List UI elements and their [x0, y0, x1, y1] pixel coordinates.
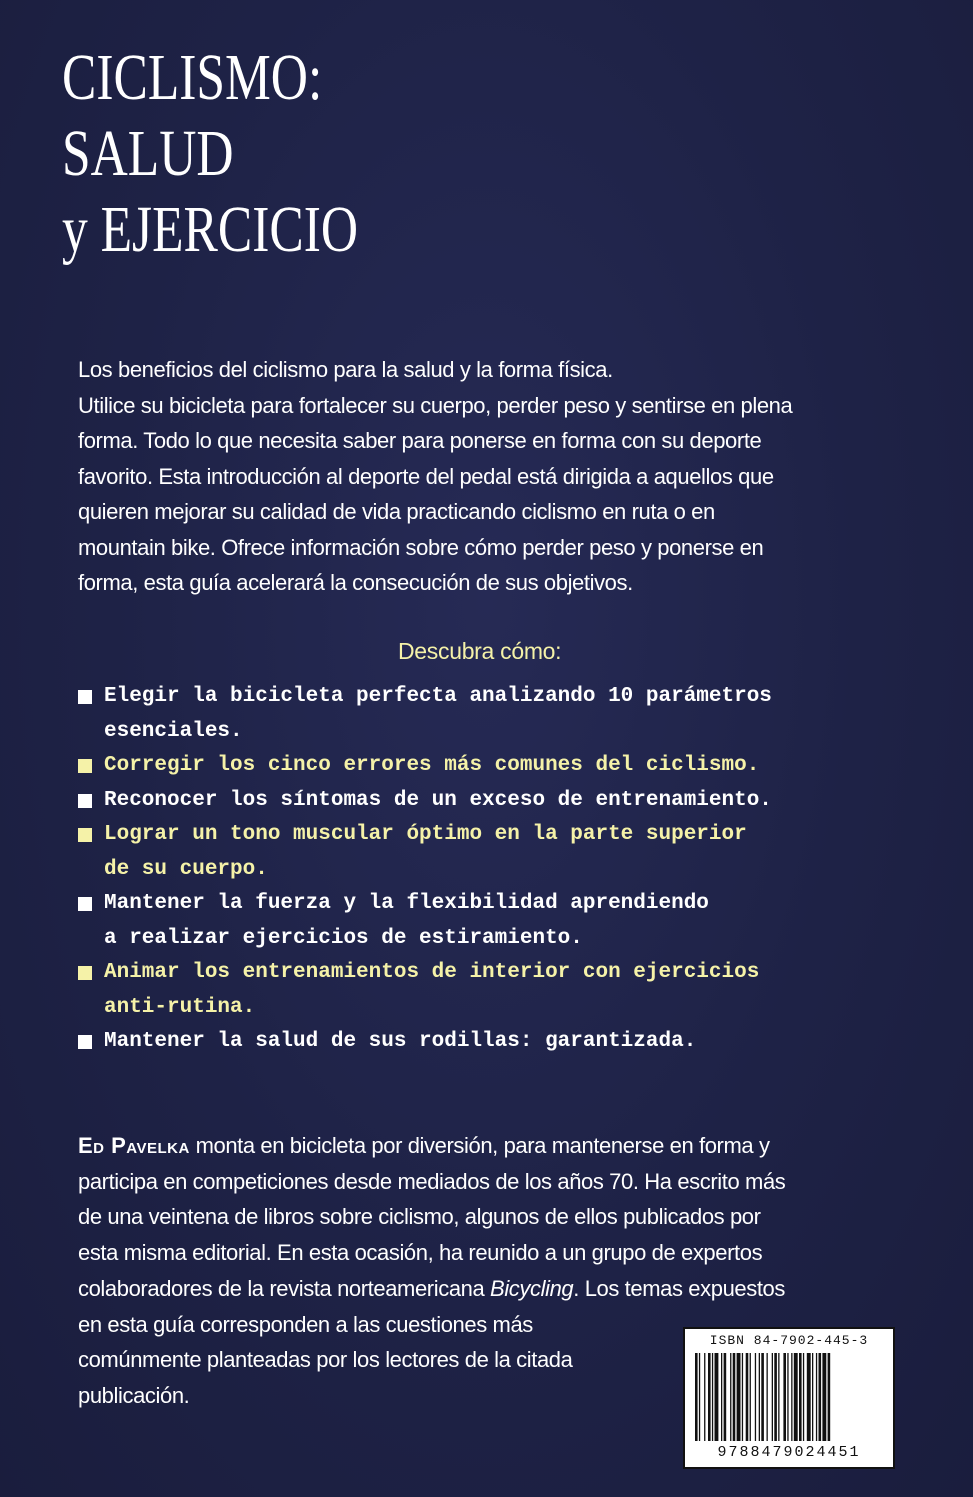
discover-heading: Descubra cómo:	[398, 638, 562, 664]
author-bio-text: monta en bicicleta por diversión, para mantenerse en forma y	[189, 1133, 770, 1158]
list-item-text: Reconocer los síntomas de un exceso de entrenamiento.	[104, 788, 772, 812]
list-item	[78, 784, 938, 819]
list-item-text: Corregir los cinco errores más comunes del ciclismo.	[104, 754, 760, 777]
author-bio-text: colaboradores de la revista norteamericana	[78, 1275, 491, 1301]
square-bullet-icon	[78, 794, 92, 808]
list-item	[78, 1025, 938, 1060]
square-bullet-icon	[78, 828, 92, 842]
author-name: Ed Pavelka	[78, 1133, 190, 1158]
intro-paragraph	[78, 352, 908, 601]
author-bio-line	[78, 1271, 898, 1307]
list-item-text: Lograr un tono muscular óptimo en la parte superior de su cuerpo.	[104, 823, 747, 881]
author-bio-line	[78, 1128, 898, 1164]
title-line-3: y EJERCICIO	[62, 193, 359, 266]
square-bullet-icon	[78, 897, 92, 911]
isbn-label: ISBN 84-7902-445-3	[709, 1333, 869, 1348]
barcode-icon	[693, 1353, 885, 1441]
author-bio-line: participa en competiciones desde mediados de los años 70. Ha escrito más	[78, 1168, 786, 1194]
intro-line: forma, esta guía acelerará la consecución de sus objetivos.	[78, 570, 633, 595]
title-line-1: CICLISMO:	[62, 41, 323, 114]
list-item	[78, 887, 938, 956]
list-item-text: Mantener la salud de sus rodillas: garantizada.	[104, 1030, 697, 1053]
magazine-name: Bicycling	[490, 1275, 574, 1301]
intro-line: Los beneficios del ciclismo para la salud y la forma física.	[78, 357, 613, 382]
intro-line: mountain bike. Ofrece información sobre cómo perder peso y ponerse en	[78, 534, 764, 560]
square-bullet-icon	[78, 1035, 92, 1049]
square-bullet-icon	[78, 966, 92, 980]
barcode-number: 9788479024451	[717, 1444, 861, 1461]
list-item	[78, 818, 938, 887]
square-bullet-icon	[78, 690, 92, 704]
feature-list	[78, 680, 938, 1060]
author-bio-line: comúnmente planteadas por los lectores de la citada	[78, 1347, 573, 1373]
intro-line: quieren mejorar su calidad de vida practicando ciclismo en ruta o en	[78, 499, 715, 524]
list-item	[78, 680, 938, 749]
isbn-barcode-box	[683, 1327, 895, 1469]
author-bio-line: publicación.	[78, 1382, 190, 1408]
intro-line: forma. Todo lo que necesita saber para ponerse en forma con su deporte	[78, 428, 762, 453]
author-bio-line: en esta guía corresponden a las cuestiones más	[78, 1311, 533, 1337]
square-bullet-icon	[78, 759, 92, 773]
book-title	[62, 40, 358, 268]
list-item-text: Animar los entrenamientos de interior con ejercicios anti-rutina.	[104, 961, 760, 1019]
author-bio-line: esta misma editorial. En esta ocasión, ha reunido a un grupo de expertos	[78, 1240, 763, 1266]
author-bio-line: de una veintena de libros sobre ciclismo, algunos de ellos publicados por	[78, 1204, 761, 1230]
list-item	[78, 749, 938, 784]
author-bio-text: . Los temas expuestos	[573, 1275, 785, 1301]
list-item	[78, 956, 938, 1025]
list-item-text: Mantener la fuerza y la flexibilidad aprendiendo a realizar ejercicios de estiramiento.	[104, 892, 709, 950]
intro-line: favorito. Esta introducción al deporte del pedal está dirigida a aquellos que	[78, 463, 774, 489]
title-line-2: SALUD	[62, 117, 234, 190]
list-item-text: Elegir la bicicleta perfecta analizando 10 parámetros esenciales.	[104, 685, 772, 743]
intro-line: Utilice su bicicleta para fortalecer su cuerpo, perder peso y sentirse en plena	[78, 392, 793, 418]
